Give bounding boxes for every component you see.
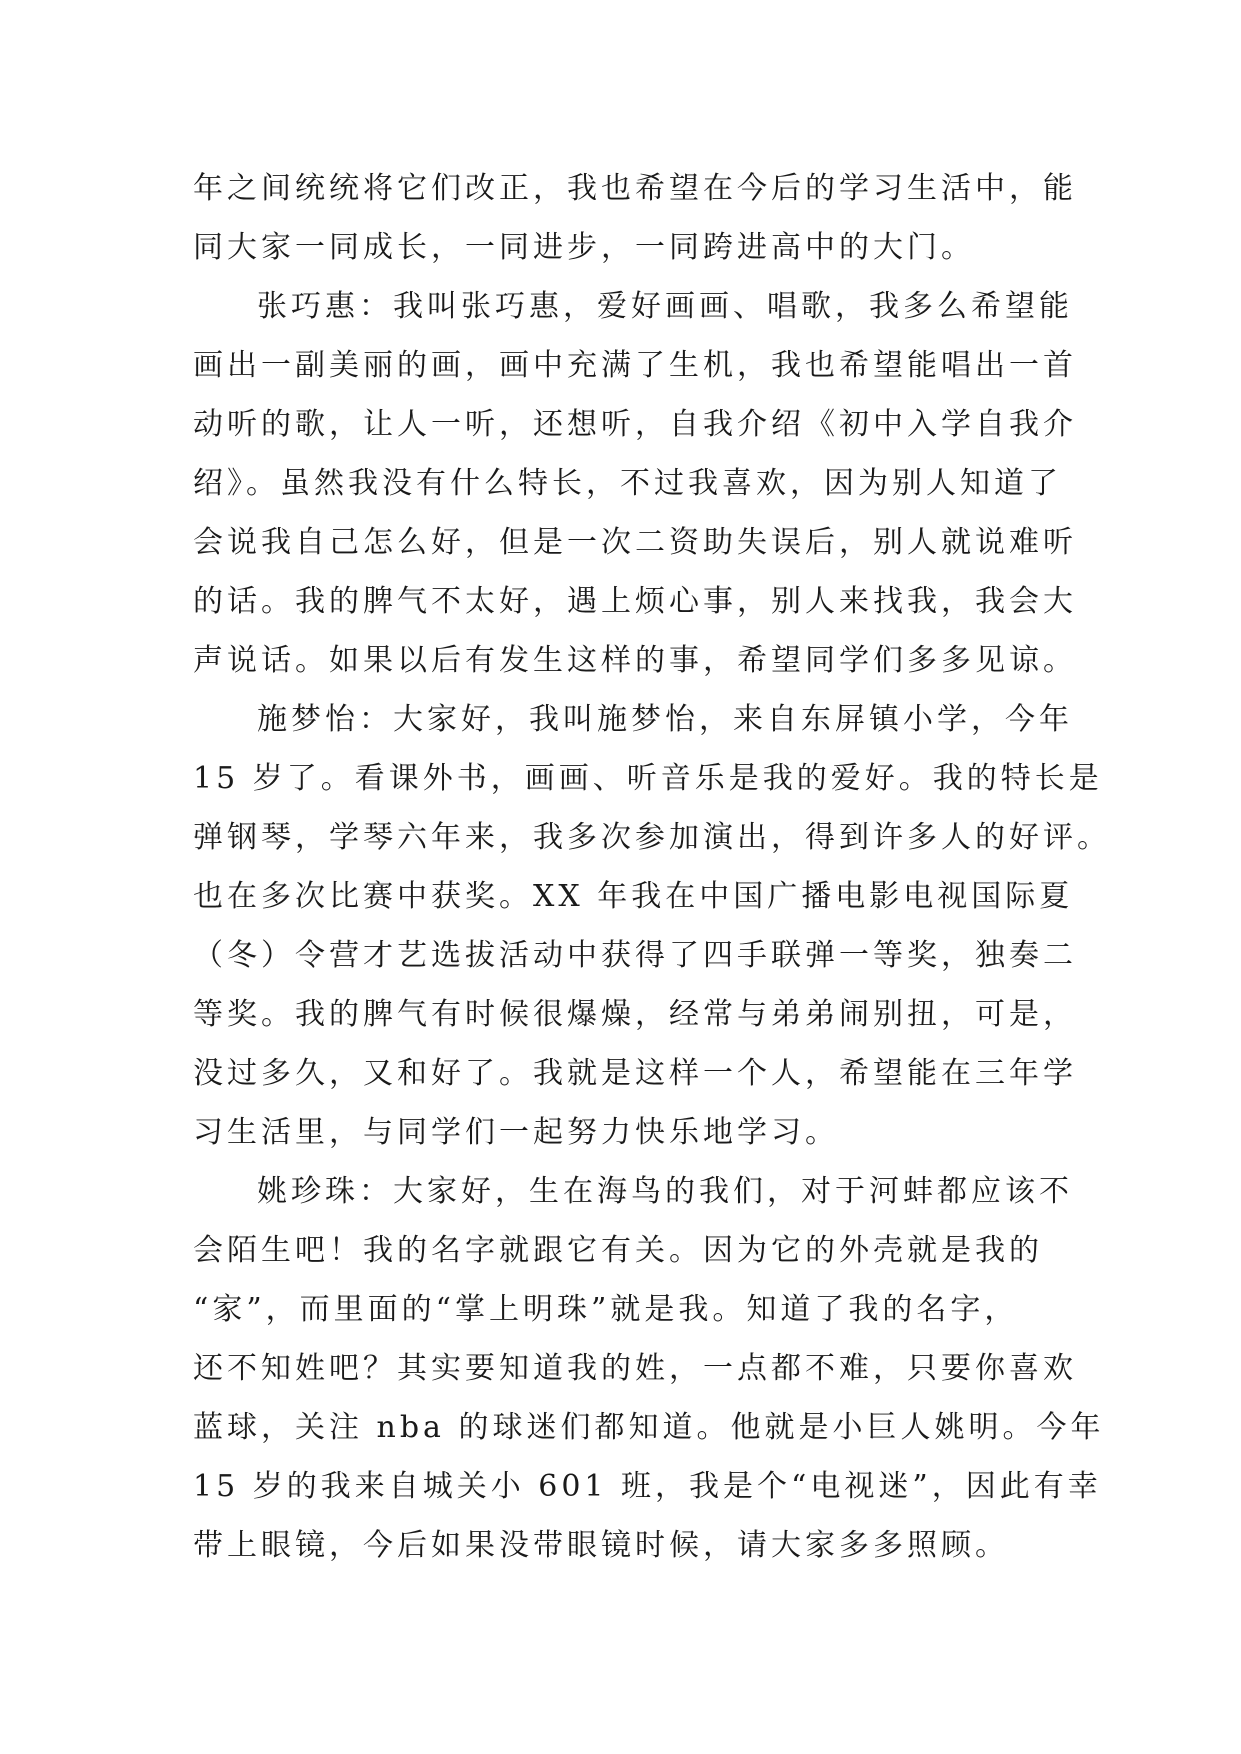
- text-line: 没过多久，又和好了。我就是这样一个人，希望能在三年学: [193, 1056, 1077, 1091]
- text-line: 等奖。我的脾气有时候很爆燥，经常与弟弟闹别扭，可是，: [193, 997, 1077, 1032]
- text-line: 还不知姓吧？其实要知道我的姓，一点都不难，只要你喜欢: [193, 1351, 1077, 1386]
- text-line: 蓝球，关注 nba 的球迷们都知道。他就是小巨人姚明。今年: [193, 1410, 1105, 1445]
- text-line: （冬）令营才艺选拔活动中获得了四手联弹一等奖，独奏二: [193, 938, 1077, 973]
- paragraph-first-line: 施梦怡：大家好，我叫施梦怡，来自东屏镇小学，今年: [257, 702, 1073, 737]
- text-line: 同大家一同成长，一同进步，一同跨进高中的大门。: [193, 230, 975, 265]
- text-line: 画出一副美丽的画，画中充满了生机，我也希望能唱出一首: [193, 348, 1077, 383]
- text-line: “家”，而里面的“掌上明珠”就是我。知道了我的名字，: [193, 1292, 1019, 1327]
- text-line: 绍》。虽然我没有什么特长，不过我喜欢，因为别人知道了: [193, 466, 1062, 501]
- text-line: 声说话。如果以后有发生这样的事，希望同学们多多见谅。: [193, 643, 1077, 678]
- paragraph-first-line: 张巧惠：我叫张巧惠，爱好画画、唱歌，我多么希望能: [257, 289, 1073, 324]
- text-line: 的话。我的脾气不太好，遇上烦心事，别人来找我，我会大: [193, 584, 1077, 619]
- text-line: 会陌生吧！我的名字就跟它有关。因为它的外壳就是我的: [193, 1233, 1043, 1268]
- text-line: 带上眼镜，今后如果没带眼镜时候，请大家多多照顾。: [193, 1528, 1009, 1563]
- text-line: 习生活里，与同学们一起努力快乐地学习。: [193, 1115, 839, 1150]
- text-line: 15 岁的我来自城关小 601 班，我是个“电视迷”，因此有幸: [193, 1469, 1102, 1504]
- text-line: 15 岁了。看课外书，画画、听音乐是我的爱好。我的特长是: [193, 761, 1103, 796]
- text-line: 也在多次比赛中获奖。XX 年我在中国广播电影电视国际夏: [193, 879, 1074, 914]
- text-line: 弹钢琴，学琴六年来，我多次参加演出，得到许多人的好评。: [193, 820, 1111, 855]
- paragraph-first-line: 姚珍珠：大家好，生在海鸟的我们，对于河蚌都应该不: [257, 1174, 1073, 1209]
- text-line: 年之间统统将它们改正，我也希望在今后的学习生活中，能: [193, 171, 1077, 206]
- text-line: 动听的歌，让人一听，还想听，自我介绍《初中入学自我介: [193, 407, 1077, 442]
- text-line: 会说我自己怎么好，但是一次二资助失误后，别人就说难听: [193, 525, 1077, 560]
- document-body: [193, 159, 1111, 1575]
